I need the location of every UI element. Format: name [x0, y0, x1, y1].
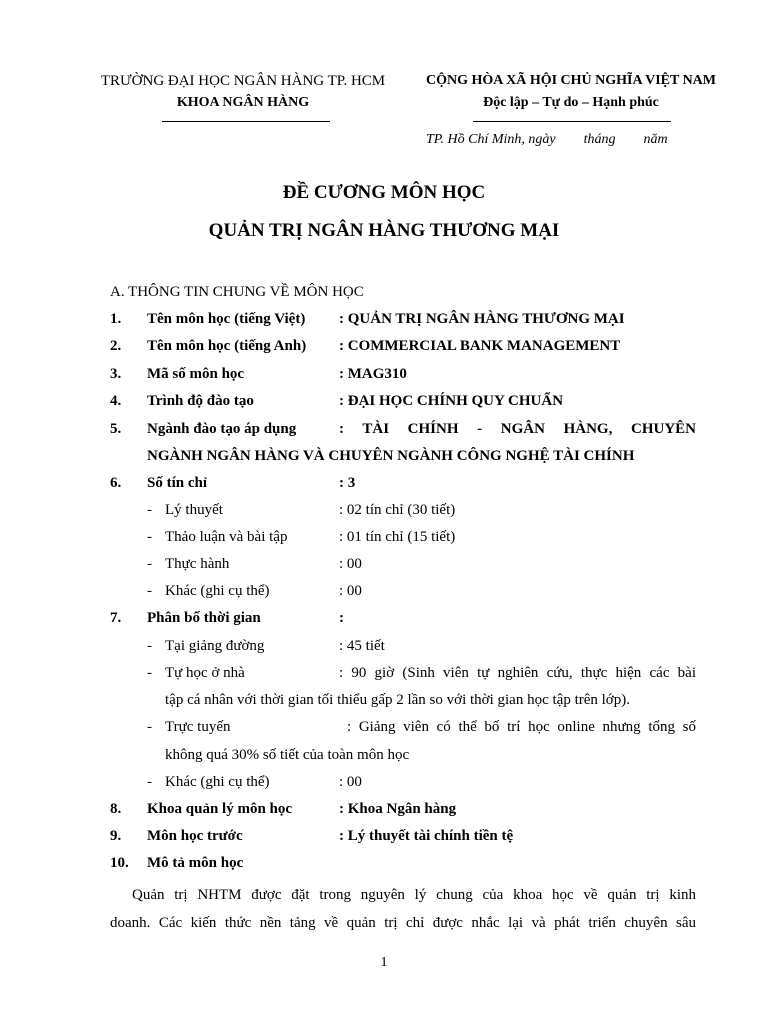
item-number: 6.: [110, 475, 122, 491]
item-number: 2.: [110, 338, 122, 354]
item-label: Trình độ đào tạo: [147, 393, 254, 409]
sub-value-continuation: không quá 30% số tiết của toàn môn học: [165, 747, 410, 763]
description-line: doanh. Các kiến thức nền tảng về quản trị chỉ được nhắc lại và phát triển chuyên sâu: [110, 915, 696, 931]
item-value: : ĐẠI HỌC CHÍNH QUY CHUẨN: [339, 393, 564, 409]
sub-row: - Tại giảng đường : 45 tiết: [110, 635, 696, 657]
document-title: ĐỀ CƯƠNG MÔN HỌC: [282, 182, 486, 203]
sub-row: - Lý thuyết : 02 tín chỉ (30 tiết): [110, 499, 696, 521]
info-row: [110, 607, 696, 629]
item-value: : QUẢN TRỊ NGÂN HÀNG THƯƠNG MẠI: [339, 311, 625, 327]
sub-label: Thảo luận và bài tập: [165, 529, 288, 545]
sub-value: : 90 giờ (Sinh viên tự nghiên cứu, thực hiện các bài: [339, 665, 696, 681]
item-value: : MAG310: [339, 366, 407, 382]
sub-label: Trực tuyến: [165, 719, 231, 735]
date-city: TP. Hồ Chí Minh, ngày: [426, 132, 556, 147]
item-number: 1.: [110, 311, 122, 327]
item-label: Môn học trước: [147, 828, 243, 844]
sub-row: - Thực hành : 00: [110, 553, 696, 575]
sub-label: Thực hành: [165, 556, 230, 572]
sub-value: : 00: [339, 556, 362, 572]
item-value: : COMMERCIAL BANK MANAGEMENT: [339, 338, 621, 354]
item-label: Số tín chỉ: [147, 475, 208, 491]
item-number: 7.: [110, 610, 122, 626]
info-row: [110, 308, 696, 330]
sub-row: - Khác (ghi cụ thể) : 00: [110, 580, 696, 602]
description-line: Quản trị NHTM được đặt trong nguyên lý chung của khoa học về quản trị kinh: [132, 887, 696, 903]
item-value: : TÀI CHÍNH - NGÂN HÀNG, CHUYÊN: [339, 421, 696, 437]
date-year: năm: [643, 132, 668, 147]
sub-value-continuation: tập cá nhân với thời gian tối thiểu gấp 2 lần so với thời gian học tập trên lớp).: [165, 692, 630, 708]
item-label: Tên môn học (tiếng Anh): [147, 338, 307, 354]
item-value: : Khoa Ngân hàng: [339, 801, 457, 817]
item-label: Ngành đào tạo áp dụng: [147, 421, 297, 437]
item-value: :: [339, 610, 344, 626]
sub-value: : 01 tín chỉ (15 tiết): [339, 529, 456, 545]
item-number: 10.: [110, 855, 129, 871]
course-title: QUẢN TRỊ NGÂN HÀNG THƯƠNG MẠI: [208, 220, 560, 241]
info-row: [110, 335, 696, 357]
date-line: [426, 132, 668, 148]
sub-value: : 00: [339, 774, 362, 790]
national-motto: Độc lập – Tự do – Hạnh phúc: [483, 95, 659, 110]
sub-label: Lý thuyết: [165, 502, 223, 518]
info-row: [110, 798, 696, 820]
item-number: 9.: [110, 828, 122, 844]
faculty-name: KHOA NGÂN HÀNG: [176, 95, 310, 110]
item-label: Phân bố thời gian: [147, 610, 261, 626]
info-row: [110, 825, 696, 847]
item-label: Khoa quản lý môn học: [147, 801, 293, 817]
sub-row: - Khác (ghi cụ thể) : 00: [110, 771, 696, 793]
sub-row: - Trực tuyến : Giảng viên có thể bố trí học online nhưng tổng số: [110, 716, 696, 738]
item-number: 5.: [110, 421, 122, 437]
sub-row: - Tự học ở nhà : 90 giờ (Sinh viên tự nghiên cứu, thực hiện các bài: [110, 662, 696, 684]
institution-header: [86, 70, 400, 114]
item-number: 8.: [110, 801, 122, 817]
item-label: Mô tả môn học: [147, 855, 244, 871]
right-header-rule: [473, 121, 671, 122]
sub-label: Tự học ở nhà: [165, 665, 245, 681]
item-value: : Lý thuyết tài chính tiền tệ: [339, 828, 514, 844]
sub-value: : Giảng viên có thể bố trí học online nhưng tổng số: [347, 719, 696, 735]
sub-value: : 02 tín chỉ (30 tiết): [339, 502, 456, 518]
item-value-continuation: NGÀNH NGÂN HÀNG VÀ CHUYÊN NGÀNH CÔNG NGHỆ TÀI CHÍNH: [147, 448, 635, 464]
sub-row: - Thảo luận và bài tập : 01 tín chỉ (15 tiết): [110, 526, 696, 548]
info-row: [110, 390, 696, 412]
left-header-rule: [162, 121, 330, 122]
section-heading: A. THÔNG TIN CHUNG VỀ MÔN HỌC: [110, 284, 364, 300]
info-row: [110, 418, 696, 440]
item-label: Mã số môn học: [147, 366, 245, 382]
sub-label: Khác (ghi cụ thể): [165, 774, 270, 790]
info-row: [110, 852, 696, 874]
page-number: 1: [380, 955, 388, 970]
item-number: 4.: [110, 393, 122, 409]
description-paragraph: [110, 881, 696, 937]
university-name: TRƯỜNG ĐẠI HỌC NGÂN HÀNG TP. HCM: [100, 73, 386, 89]
info-row: [110, 363, 696, 385]
sub-value: : 00: [339, 583, 362, 599]
sub-value: : 45 tiết: [339, 638, 385, 654]
sub-label: Khác (ghi cụ thể): [165, 583, 270, 599]
item-value: : 3: [339, 475, 356, 491]
item-label: Tên môn học (tiếng Việt): [147, 311, 306, 327]
item-number: 3.: [110, 366, 122, 382]
info-row: [110, 472, 696, 494]
country-name: CỘNG HÒA XÃ HỘI CHỦ NGHĨA VIỆT NAM: [425, 73, 716, 88]
national-header: [416, 70, 726, 114]
sub-label: Tại giảng đường: [165, 638, 265, 654]
date-month: tháng: [583, 132, 616, 147]
